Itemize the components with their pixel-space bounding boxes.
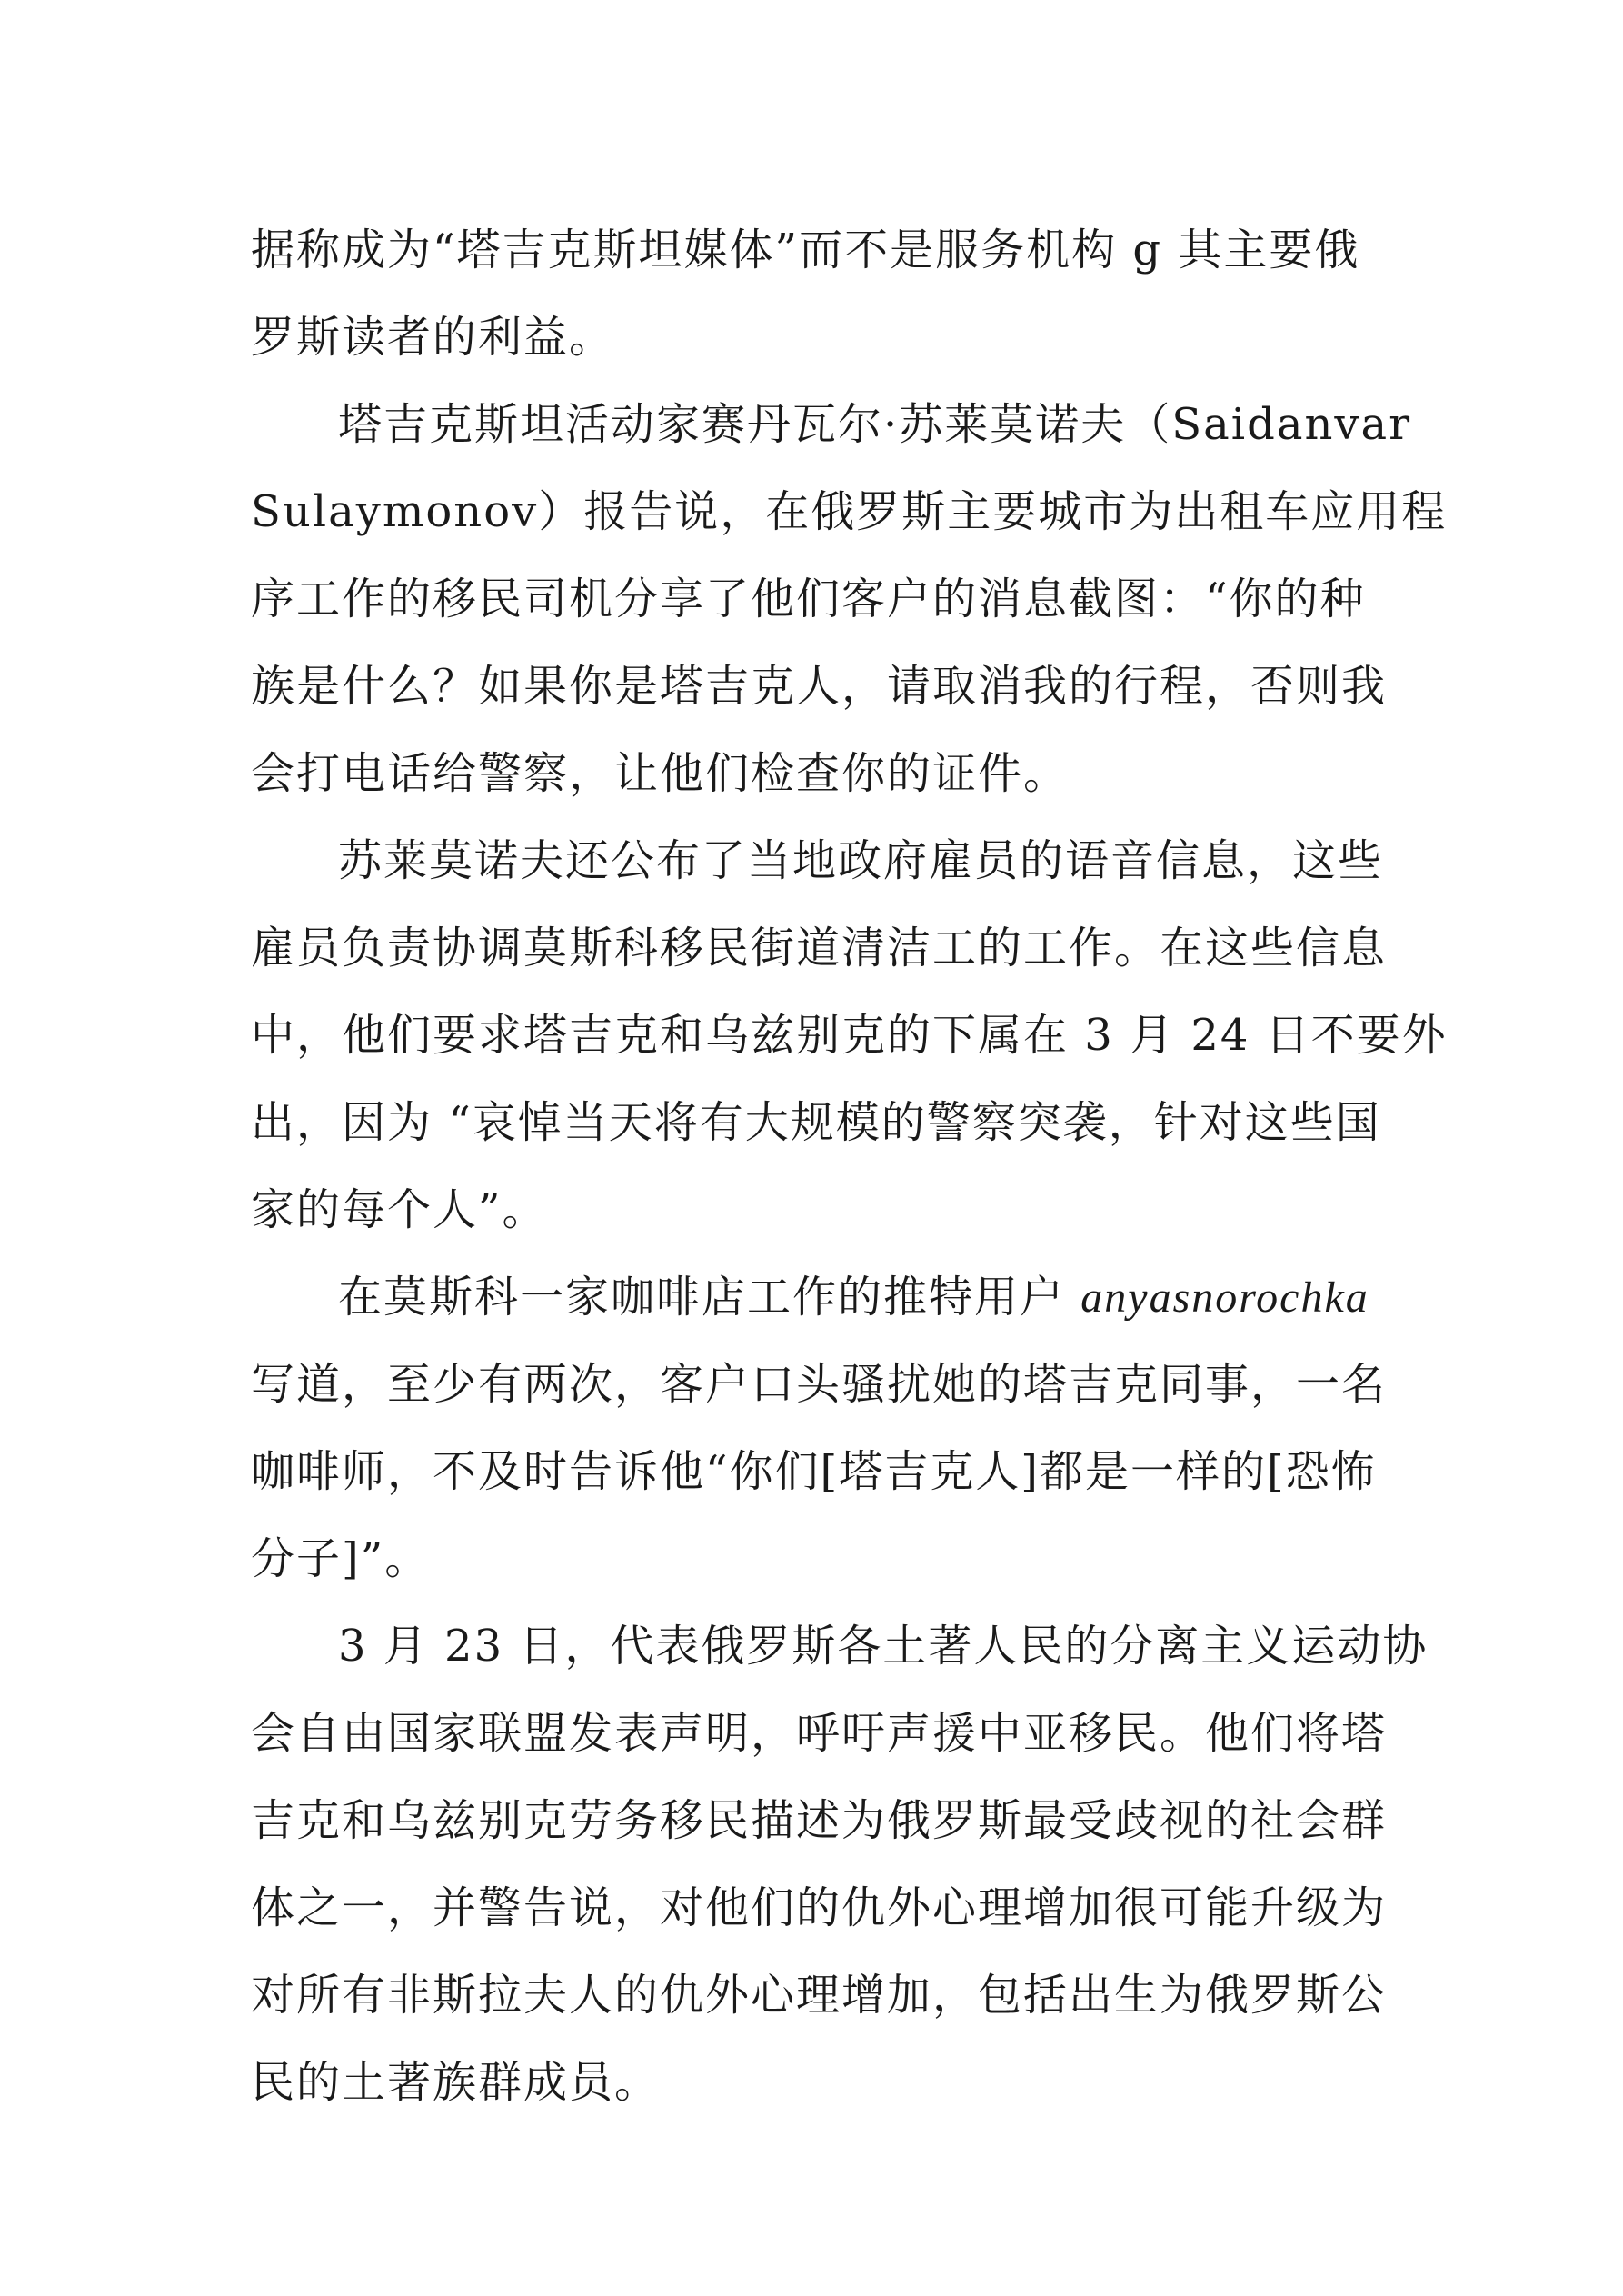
text-line: 对所有非斯拉夫人的仇外心理增加，包括出生为俄罗斯公 bbox=[251, 1970, 1388, 2021]
text-line: 出，因为 “哀悼当天将有大规模的警察突袭，针对这些国 bbox=[251, 1097, 1381, 1148]
text-line: 据称成为“塔吉克斯坦媒体”而不是服务机构 g 其主要俄 bbox=[251, 225, 1360, 275]
text-line: Sulaymonov）报告说，在俄罗斯主要城市为出租车应用程 bbox=[251, 486, 1448, 537]
text-line: 体之一，并警告说，对他们的仇外心理增加很可能升级为 bbox=[251, 1882, 1388, 1933]
text-line: 家的每个人”。 bbox=[251, 1184, 548, 1235]
text-line: 雇员负责协调莫斯科移民街道清洁工的工作。在这些信息 bbox=[251, 923, 1388, 973]
paragraph-first-line: 苏莱莫诺夫还公布了当地政府雇员的语音信息，这些 bbox=[338, 835, 1384, 886]
paragraph-first-line: 塔吉克斯坦活动家赛丹瓦尔·苏莱莫诺夫（Saidanvar bbox=[338, 399, 1412, 450]
text-line: 序工作的移民司机分享了他们客户的消息截图：“你的种 bbox=[251, 574, 1366, 624]
text-run: 在莫斯科一家咖啡店工作的推特用户 bbox=[338, 1272, 1081, 1323]
paragraph-first-line: 3 月 23 日，代表俄罗斯各土著人民的分离主义运动协 bbox=[338, 1621, 1429, 1672]
twitter-username: anyasnorochka bbox=[1080, 1273, 1369, 1322]
text-line: 族是什么？如果你是塔吉克人，请取消我的行程，否则我 bbox=[251, 661, 1388, 712]
paragraph-first-line bbox=[338, 1265, 1465, 1329]
text-line: 会打电话给警察，让他们检查你的证件。 bbox=[251, 748, 1070, 799]
text-line: 分子]”。 bbox=[251, 1533, 431, 1584]
text-line: 民的土著族群成员。 bbox=[251, 2057, 661, 2108]
text-line: 中，他们要求塔吉克和乌兹别克的下属在 3 月 24 日不要外 bbox=[251, 1010, 1448, 1061]
text-line: 写道，至少有两次，客户口头骚扰她的塔吉克同事，一名 bbox=[251, 1359, 1388, 1410]
text-line: 罗斯读者的利益。 bbox=[251, 312, 615, 363]
text-line: 会自由国家联盟发表声明，呼吁声援中亚移民。他们将塔 bbox=[251, 1708, 1388, 1759]
text-line: 吉克和乌兹别克劳务移民描述为俄罗斯最受歧视的社会群 bbox=[251, 1795, 1388, 1846]
text-line: 咖啡师，不及时告诉他“你们[塔吉克人]都是一样的[恐怖 bbox=[251, 1446, 1377, 1497]
